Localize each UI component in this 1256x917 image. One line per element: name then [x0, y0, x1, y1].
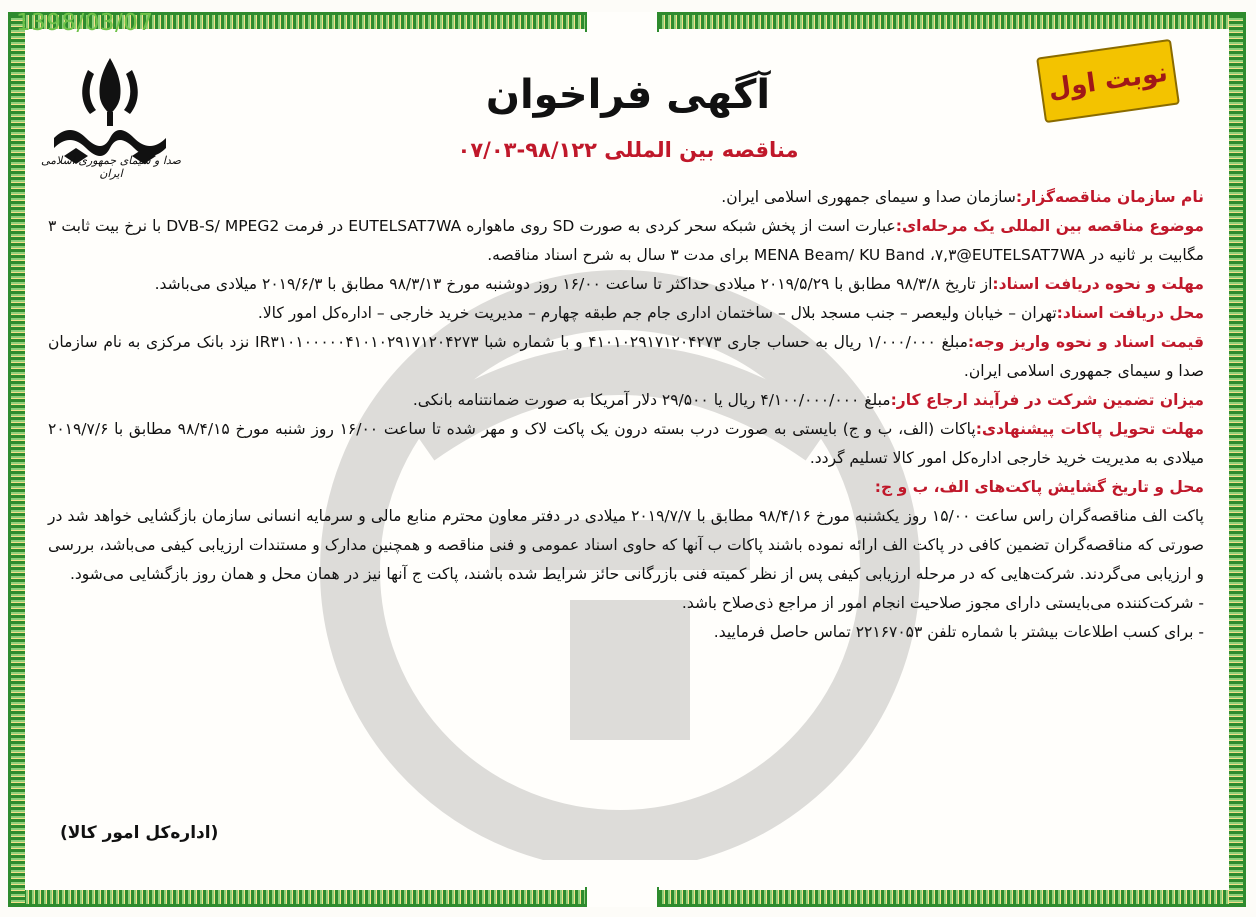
section-subject	[48, 212, 1204, 270]
note-item: - برای کسب اطلاعات بیشتر با شماره تلفن ۲۲۱۶۷۰۵۳ تماس حاصل فرمایید.	[713, 623, 1204, 641]
section-opening	[48, 473, 1204, 502]
section-text: مبلغ ۴/۱۰۰/۰۰۰/۰۰۰ ریال یا ۲۹/۵۰۰ دلار آمریکا به صورت ضمانتنامه بانکی.	[412, 391, 891, 409]
section-text: تهران – خیابان ولیعصر – جنب مسجد بلال – ساختمان اداری جام جم طبقه چهارم – مدیریت خرید خارجی – اداره‌کل امور کالا.	[257, 304, 1057, 322]
section-organizer	[48, 183, 1204, 212]
section-guarantee	[48, 386, 1204, 415]
section-label: نام سازمان مناقصه‌گزار:	[1015, 188, 1204, 206]
section-doc-deadline	[48, 270, 1204, 299]
section-submission	[48, 415, 1204, 473]
section-text: پاکات (الف، ب و ج) بایستی به صورت درب بسته درون یک پاکت لاک و مهر شده تا ساعت ۱۶/۰۰ روز شنبه مورخ ۹۸/۴/۱۵ مطابق با ۲۰۱۹/۷/۶ میلادی به مدیریت خرید خارجی اداره‌کل امور کالا تسلیم گردد.	[48, 420, 1204, 467]
section-label: مهلت و نحوه دریافت اسناد:	[992, 275, 1204, 293]
section-text: عبارت است از پخش شبکه سحر کردی به صورت SD روی ماهواره EUTELSAT7WA در فرمت DVB-S/ MPEG2 با نرخ بیت ثابت ۳ مگابیت بر ثانیه در MENA Beam/ KU Band ،۷,۳@EUTELSAT7WA برای مدت ۳ سال به شرح اسناد مناقصه.	[48, 217, 1204, 264]
top-border-ornament	[585, 12, 659, 32]
bottom-border-ornament	[585, 887, 659, 907]
section-text: از تاریخ ۹۸/۳/۸ مطابق با ۲۰۱۹/۵/۲۹ میلادی حداکثر تا ساعت ۱۶/۰۰ روز دوشنبه مورخ ۹۸/۳/۱۳ مطابق با ۲۰۱۹/۶/۳ میلادی می‌باشد.	[154, 275, 993, 293]
opening-paragraph: پاکت الف مناقصه‌گران راس ساعت ۱۵/۰۰ روز یکشنبه مورخ ۹۸/۴/۱۶ مطابق با ۲۰۱۹/۷/۷ میلادی در دفتر معاون محترم منابع مالی و سرمایه انسانی سازمان بازگشایی خواهد شد در صورتی که مناقصه‌گران تضمین کافی در پاکت الف ارائه نموده باشند پاکات ب آنها که حاوی اسناد عمومی و فنی مناقصه و همچنین مدارک و مستندات ارزیابی کیفی می‌باشد، بررسی و ارزیابی می‌گردند. شرکت‌هایی که در مرحله ارزیابی کیفی پس از نظر کمیته فنی بازرگانی حائز شرایط شده باشند، پاکت ج آنها نیز در همان محل و همان روز بازگشایی می‌شود.	[48, 507, 1204, 583]
section-label: قیمت اسناد و نحوه واریز وجه:	[967, 333, 1204, 351]
section-label: محل دریافت اسناد:	[1056, 304, 1204, 322]
section-doc-location	[48, 299, 1204, 328]
section-text: مبلغ ۱/۰۰۰/۰۰۰ ریال به حساب جاری ۴۱۰۱۰۲۹۱۷۱۲۰۴۲۷۳ و با شماره شبا IR۳۱۰۱۰۰۰۰۰۴۱۰۱۰۲۹۱۷۱۲۰۴۲۷۳ نزد بانک مرکزی به نام سازمان صدا و سیمای جمهوری اسلامی ایران.	[48, 333, 1204, 380]
tender-number: مناقصه بین المللی ۹۸/۱۲۲-۰۷/۰۳	[457, 138, 799, 162]
signature: (اداره‌کل امور کالا)	[60, 823, 219, 843]
announcement-body	[48, 183, 1204, 647]
page-title: آگهی فراخوان	[485, 72, 771, 118]
date-stamp: 1398/03/07	[16, 10, 154, 36]
logo-caption: صدا و سیمای جمهوری اسلامی ایران	[40, 154, 182, 180]
section-label: محل و تاریخ گشایش پاکت‌های الف، ب و ج:	[874, 478, 1204, 496]
section-label: میزان تضمین شرکت در فرآیند ارجاع کار:	[890, 391, 1204, 409]
note-item: - شرکت‌کننده می‌بایستی دارای مجوز صلاحیت انجام امور از مراجع ذی‌صلاح باشد.	[681, 594, 1204, 612]
section-label: موضوع مناقصه بین المللی یک مرحله‌ای:	[895, 217, 1204, 235]
section-text: سازمان صدا و سیمای جمهوری اسلامی ایران.	[721, 188, 1016, 206]
section-doc-price	[48, 328, 1204, 386]
section-label: مهلت تحویل پاکات پیشنهادی:	[975, 420, 1204, 438]
first-notice-badge: نوبت اول	[1036, 39, 1180, 123]
